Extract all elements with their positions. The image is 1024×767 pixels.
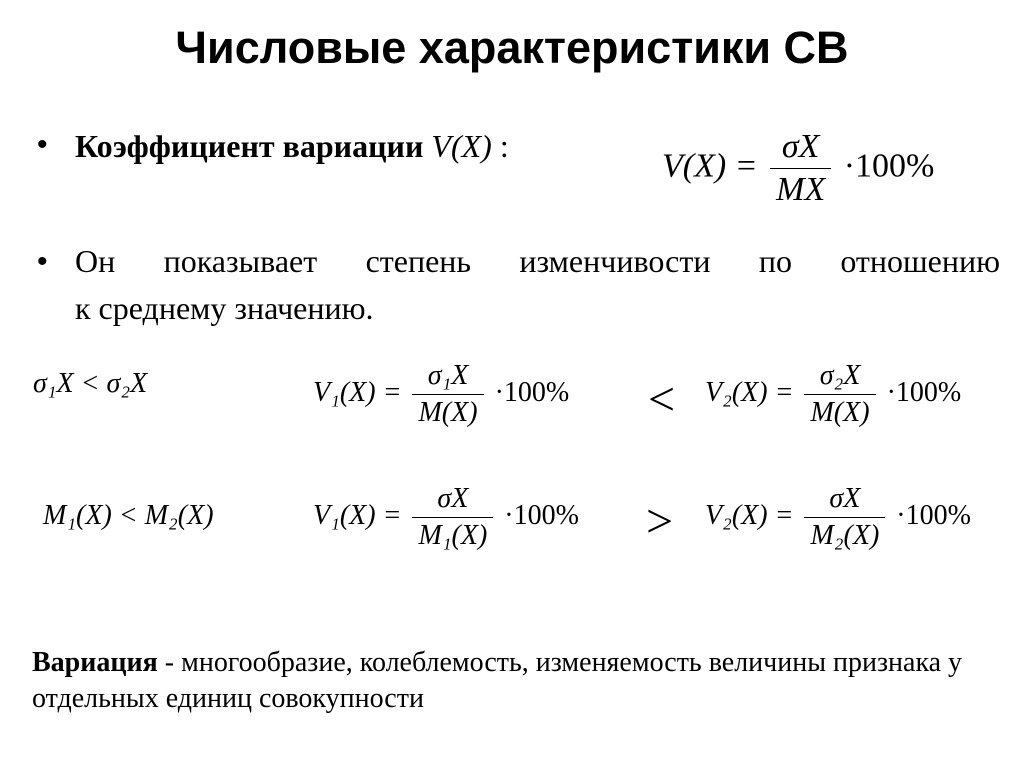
formula-v2-row2-denominator: M₂(X) bbox=[804, 517, 885, 552]
formula-v2-row1-lhs: V₂(X) = bbox=[705, 376, 794, 408]
slide-title: Числовые характеристики СВ bbox=[175, 22, 849, 73]
formula-v2-row1-tail: ·100% bbox=[886, 376, 962, 408]
formula-v2-row2-tail: ·100% bbox=[896, 499, 971, 531]
formula-v1-row1-denominator: M(X) bbox=[412, 394, 483, 429]
formula-v2-row2 bbox=[705, 483, 971, 552]
formula-v1-row2-numerator: σX bbox=[437, 483, 469, 514]
formula-v1-row1-fraction bbox=[412, 360, 483, 429]
definition-term: Вариация bbox=[32, 647, 158, 678]
condition-mean: M₁(X) < M₂(X) bbox=[43, 500, 214, 531]
bullet-explanation-line2: к среднему значению. bbox=[75, 290, 374, 326]
formula-v2-row2-numerator: σX bbox=[829, 483, 861, 514]
bullet-coefficient-symbol: V(X) bbox=[431, 128, 492, 164]
bullet-explanation-line1: Он показывает степень изменчивости по отношению bbox=[75, 243, 1000, 279]
formula-v1-row2 bbox=[313, 483, 579, 552]
bullet-coefficient-colon: : bbox=[491, 128, 509, 164]
formula-v1-row1 bbox=[313, 360, 569, 429]
bullet-coefficient-label: Коэффициент вариации bbox=[75, 128, 424, 164]
formula-v2-row2-lhs: V₂(X) = bbox=[705, 499, 794, 531]
formula-v1-row1-lhs: V₁(X) = bbox=[313, 376, 402, 408]
formula-v1-row2-tail: ·100% bbox=[504, 499, 579, 531]
bullet-marker: • bbox=[37, 245, 48, 278]
formula-main-lhs: V(X) = bbox=[662, 147, 758, 185]
formula-v2-row1-numerator: σ₂X bbox=[819, 360, 861, 391]
formula-v2-row1-denominator: M(X) bbox=[804, 394, 875, 429]
formula-v2-row1-fraction bbox=[804, 360, 875, 429]
definition-paragraph bbox=[32, 645, 1002, 717]
formula-v1-row2-denominator: M₁(X) bbox=[412, 517, 493, 552]
relation-greater-than: > bbox=[646, 495, 674, 548]
formula-v1-row1-numerator: σ₁X bbox=[427, 360, 469, 391]
condition-sigma: σ₁X < σ₂X bbox=[33, 368, 148, 399]
formula-main-tail: ·100% bbox=[843, 147, 935, 185]
formula-main bbox=[662, 128, 934, 209]
formula-v2-row1 bbox=[705, 360, 961, 429]
formula-v1-row2-lhs: V₁(X) = bbox=[313, 499, 402, 531]
formula-main-numerator: σX bbox=[781, 128, 820, 165]
relation-less-than: < bbox=[648, 373, 676, 426]
formula-v1-row1-tail: ·100% bbox=[494, 376, 570, 408]
formula-main-denominator: MX bbox=[770, 168, 831, 209]
formula-main-fraction bbox=[770, 128, 831, 209]
formula-v2-row2-fraction bbox=[804, 483, 885, 552]
formula-v1-row2-fraction bbox=[412, 483, 493, 552]
bullet-coefficient bbox=[75, 128, 509, 165]
bullet-marker: • bbox=[37, 128, 48, 161]
definition-text: - многообразие, колеблемость, изменяемость величины признака у отдельных единиц совокупности bbox=[32, 647, 963, 714]
